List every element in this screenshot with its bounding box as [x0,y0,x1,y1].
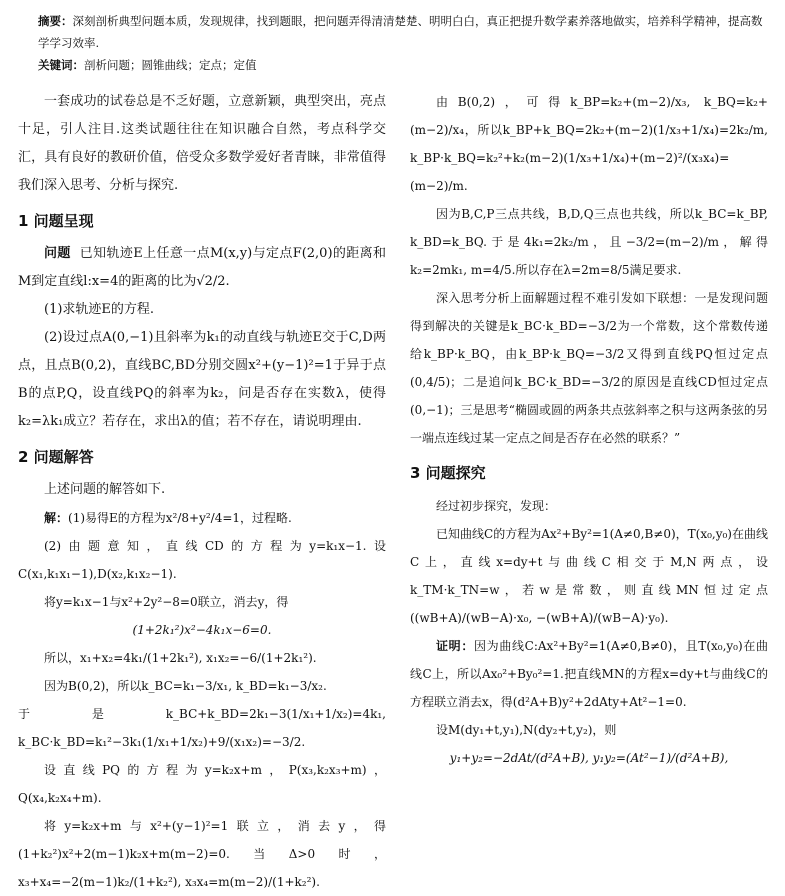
proof-paragraph [410,632,768,716]
keywords-text: 剖析问题；圆锥曲线；定点；定值 [84,58,257,72]
solution-1-text: (1)易得E的方程为x²/8+y²/4=1，过程略. [68,511,292,525]
equation-6: 将y=k₂x+m与x²+(y−1)²=1联立，消去y，得(1+k₂²)x²+2(m−1)k₂x+m(m−2)=0.当Δ>0时，x₃+x₄=−2(m−1)k₂/(1+k₂²), x₃x₄=m(m−2)/(1+k₂²). [18,819,386,889]
abstract-label: 摘要： [38,14,73,28]
intro-paragraph: 一套成功的试卷总是不乏好题，立意新颖，典型突出，亮点十足，引人注目.这类试题往往在知识融合自然，考点科学交汇，具有良好的教研价值，倍受众多数学爱好者青睐，非常值得我们深入思考、分析与探究. [18,94,386,193]
equation-5: 设直线PQ的方程为y=k₂x+m，P(x₃,k₂x₃+m)，Q(x₄,k₂x₄+m). [18,763,386,805]
question-1: (1)求轨迹E的方程. [44,302,155,317]
abstract-block [18,10,770,76]
left-column [18,88,386,896]
keywords-label: 关键词： [38,58,84,72]
section-heading-2: 2 问题解答 [18,448,94,466]
solution-part-1 [18,504,386,532]
proof-label: 证明： [436,639,474,653]
equation-4: 于是k_BC+k_BD=2k₁−3(1/x₁+1/x₂)=4k₁, k_BC·k_BD=k₁²−3k₁(1/x₁+1/x₂)+9/(x₁x₂)=−3/2. [18,707,386,749]
right-paragraph-3: 深入思考分析上面解题过程不难引发如下联想：一是发现问题得到解决的关键是k_BC·k_BD=−3/2为一个常数，这个常数传递给k_BP·k_BQ，由k_BP·k_BQ=−3/2又得到直线PQ恒过定点(0,4/5)；二是追问k_BC·k_BD=−3/2的原因是直线CD恒过定点(0,−1)；三是思考“椭圆或圆的两条共点弦斜率之积与这两条弦的另一端点连线过某一定点之间是否存在必然的联系？” [410,291,768,445]
question-2: (2)设过点A(0,−1)且斜率为k₁的动直线与轨迹E交于C,D两点，且点B(0,2)，直线BC,BD分别交圆x²+(y−1)²=1于异于点B的点P,Q，设直线PQ的斜率为k₂，问是否存在实数λ，使得k₂=λk₁成立？若存在，求出λ的值；若不存在，请说明理由. [18,330,386,429]
equation-3: 因为B(0,2)，所以k_BC=k₁−3/x₁, k_BD=k₁−3/x₂. [44,679,327,693]
proof-text: 因为曲线C:Ax²+By²=1(A≠0,B≠0)，且T(x₀,y₀)在曲线C上，所以Ax₀²+By₀²=1.把直线MN的方程x=dy+t与曲线C的方程联立消去x，得(d²A+B)y²+2dAty+At²−1=0. [410,639,768,709]
section-heading-3: 3 问题探究 [410,464,486,482]
keywords-line [18,54,770,76]
solution-label: 解： [44,511,69,525]
right-paragraph-4: 经过初步探究，发现： [436,499,557,513]
equation-1: (1+2k₁²)x²−4k₁x−6=0. [132,623,272,637]
problem-paragraph [18,240,386,296]
right-column [410,88,768,772]
abstract-text: 深刻剖析典型问题本质，发现规律，找到题眼，把问题弄得清清楚楚、明明白白，真正把提升数学素养落地做实，培养科学精神，提高数学学习效率. [38,14,763,50]
right-paragraph-7: 设M(dy₁+t,y₁),N(dy₂+t,y₂)，则 [436,723,617,737]
equation-2: 所以，x₁+x₂=4k₁/(1+2k₁²), x₁x₂=−6/(1+2k₁²). [44,651,317,665]
right-equation-8: y₁+y₂=−2dAt/(d²A+B), y₁y₂=(At²−1)/(d²A+B), [449,751,729,765]
solution-part-2a: (2)由题意知，直线CD的方程为y=k₁x−1.设C(x₁,k₁x₁−1),D(x₂,k₁x₂−1). [18,539,386,581]
answer-intro: 上述问题的解答如下. [44,482,166,497]
right-paragraph-1: 由B(0,2)，可得k_BP=k₂+(m−2)/x₃, k_BQ=k₂+(m−2)/x₄，所以k_BP+k_BQ=2k₂+(m−2)(1/x₃+1/x₄)=2k₂/m, k_BP·k_BQ=k₂²+k₂(m−2)(1/x₃+1/x₄)+(m−2)²/(x₃x₄)=(m−2)/m. [410,95,768,193]
problem-label: 问题 [44,246,71,261]
right-paragraph-5: 已知曲线C的方程为Ax²+By²=1(A≠0,B≠0)，T(x₀,y₀)在曲线C上，直线x=dy+t与曲线C相交于M,N两点，设k_TM·k_TN=w，若w是常数，则直线MN恒过定点((wB+A)/(wB−A)·x₀, −(wB+A)/(wB−A)·y₀). [410,527,768,625]
abstract-line [18,10,770,54]
solution-part-2b: 将y=k₁x−1与x²+2y²−8=0联立，消去y，得 [44,595,289,609]
section-heading-1: 1 问题呈现 [18,212,94,230]
problem-text: 已知轨迹E上任意一点M(x,y)与定点F(2,0)的距离和M到定直线l:x=4的距离的比为√2/2. [18,246,387,289]
right-paragraph-2: 因为B,C,P三点共线，B,D,Q三点也共线，所以k_BC=k_BP, k_BD=k_BQ.于是4k₁=2k₂/m，且−3/2=(m−2)/m，解得k₂=2mk₁, m=4/5.所以存在λ=2m=8/5满足要求. [410,207,768,277]
